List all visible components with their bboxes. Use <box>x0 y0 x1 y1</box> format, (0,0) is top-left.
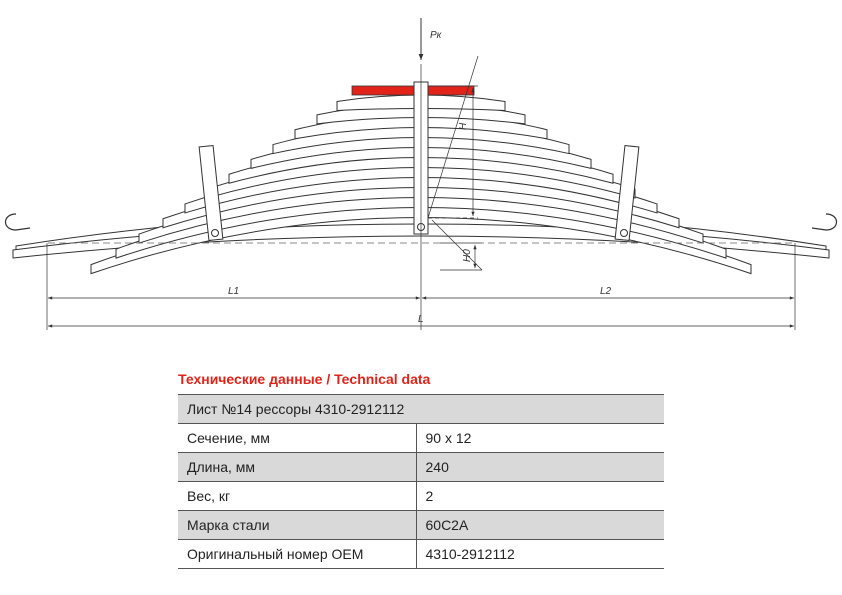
spec-label: Оригинальный номер OEM <box>178 540 416 569</box>
spec-value: 2 <box>416 482 664 511</box>
spec-value: 4310-2912112 <box>416 540 664 569</box>
spec-value: 240 <box>416 453 664 482</box>
spec-label: Длина, мм <box>178 453 416 482</box>
spec-row <box>178 540 664 569</box>
left-eye <box>6 214 31 230</box>
spec-row <box>178 482 664 511</box>
spec-value: 90 х 12 <box>416 424 664 453</box>
spec-table-title: Технические данные / Technical data <box>178 371 431 387</box>
load-label: Pк <box>430 30 442 41</box>
top-pad <box>352 86 474 95</box>
spec-label: Марка стали <box>178 511 416 540</box>
spec-value: 60С2А <box>416 511 664 540</box>
spec-row <box>178 424 664 453</box>
height-label: H <box>458 122 469 130</box>
spec-row <box>178 453 664 482</box>
dim-right-label: L2 <box>600 286 612 297</box>
deflection-label: H0 <box>462 249 473 262</box>
spec-header-row <box>178 395 664 424</box>
right-eye <box>812 214 837 230</box>
spec-row <box>178 511 664 540</box>
spec-label: Вес, кг <box>178 482 416 511</box>
dim-left-label: L1 <box>228 286 240 297</box>
dim-total-label: L <box>418 314 424 325</box>
spec-label: Сечение, мм <box>178 424 416 453</box>
spec-header: Лист №14 рессоры 4310-2912112 <box>178 395 664 424</box>
spec-table <box>178 394 664 569</box>
